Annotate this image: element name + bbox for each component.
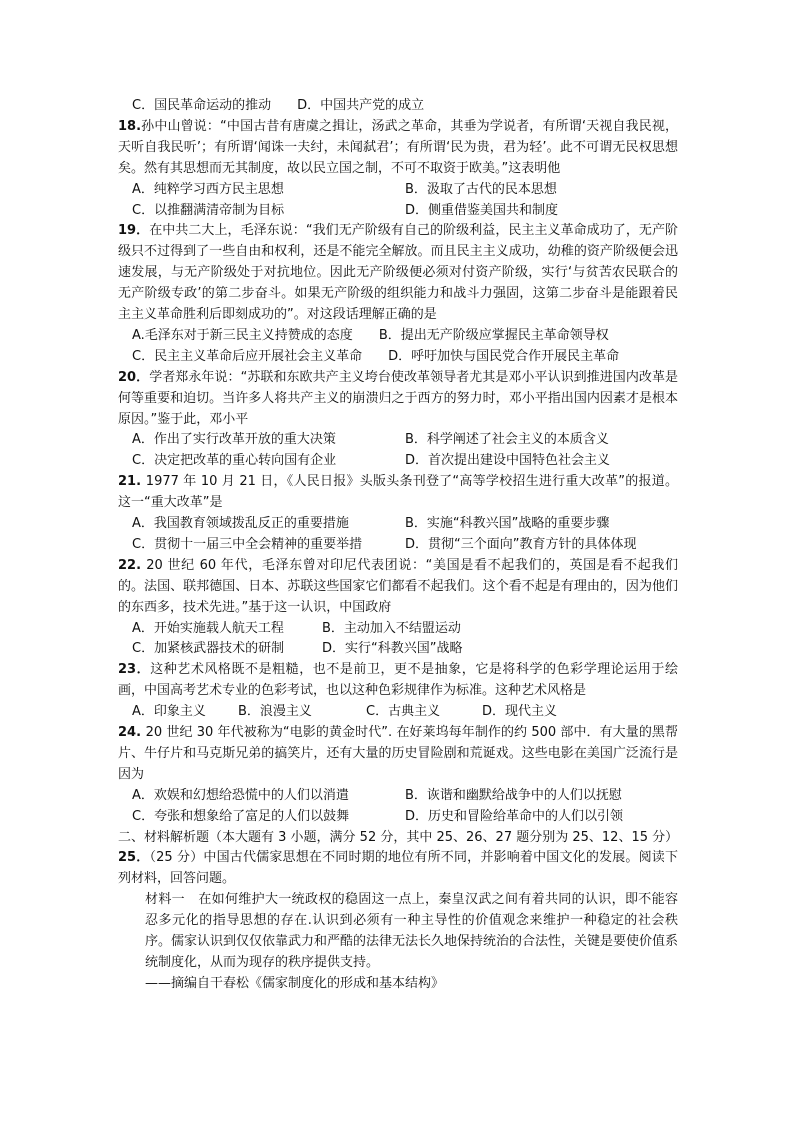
question-18-stem	[118, 117, 678, 180]
option-b: B．主动加入不结盟运动	[322, 620, 461, 636]
material-1	[118, 890, 678, 974]
options-row	[118, 326, 678, 347]
option-b: B．汲取了古代的民本思想	[405, 181, 557, 197]
section-heading: 二、材料解析题（本大题有 3 小题，满分 52 分，其中 25、26、27 题分别为 25、12、15 分）	[118, 829, 679, 845]
option-b: B．实施“科教兴国”战略的重要步骤	[405, 516, 610, 532]
option-d: D．实行“科教兴国”战略	[322, 641, 463, 657]
option-b: B．诙谐和幽默给战争中的人们以抚慰	[405, 787, 622, 803]
question-19-stem	[118, 221, 678, 326]
option-c: C．夸张和想象给了富足的人们以鼓舞	[132, 808, 350, 824]
options-row	[118, 430, 678, 451]
question-text: 学者郑永年说：“苏联和东欧共产主义垮台使改革领导者尤其是邓小平认识到推进国内改革是何等重要和迫切。当许多人将共产主义的崩溃归之于西方的努力时，邓小平指出国内因素才是根本原因。”鉴于此，邓小平	[118, 369, 678, 427]
options-row	[118, 639, 678, 660]
question-number: 22.	[118, 557, 147, 573]
option-a: A．印象主义	[132, 704, 206, 720]
option-d: D．现代主义	[482, 704, 558, 720]
citation: ——摘编自干春松《儒家制度化的形成和基本结构》	[145, 975, 445, 991]
option-a: A．纯粹学习西方民主思想	[132, 181, 284, 197]
exam-page	[118, 96, 678, 995]
option-c: C．加紧核武器技术的研制	[132, 641, 285, 657]
option-c: C．决定把改革的重心转向国有企业	[132, 453, 337, 469]
question-number: 24.	[118, 725, 146, 740]
option-b: B．科学阐述了社会主义的本质含义	[405, 432, 609, 448]
question-24-stem	[118, 723, 678, 786]
option-d: D．中国共产党的成立	[297, 98, 425, 113]
option-c: C．古典主义	[366, 704, 441, 720]
question-25-stem	[118, 848, 678, 890]
question-text: 1977 年 10 月 21 日，《人民日报》头版头条刊登了“高等学校招生进行重大改革”的报道。这一“重大改革”是	[118, 474, 678, 511]
question-number: 25．	[118, 850, 150, 866]
question-20-stem	[118, 368, 678, 431]
question-number: 21.	[118, 474, 146, 490]
option-d: D．历史和冒险给革命中的人们以引领	[405, 808, 624, 824]
top-options-row	[118, 96, 678, 117]
options-row	[118, 451, 678, 472]
options-row	[118, 807, 678, 828]
options-row	[118, 180, 678, 201]
question-21-stem	[118, 472, 678, 514]
option-c: C．以推翻满清帝制为目标	[132, 202, 285, 218]
question-text: （25 分）中国古代儒家思想在不同时期的地位有所不同，并影响着中国文化的发展。阅读下列材料，回答问题。	[118, 850, 678, 887]
question-text: 在中共二大上，毛泽东说：“我们无产阶级有自己的阶级利益，民主主义革命成功了，无产阶级只不过得到了一些自由和权利，还是不能完全解放。而且民主主义成功，幼稚的资产阶级便会迅速发展，与无产阶级处于对抗地位。因此无产阶级便必须对付资产阶级，实行‘与贫苦农民联合的无产阶级专政’的第二步奋斗。如果无产阶级的组织能力和战斗力强固，这第二步奋斗是能跟着民主主义革命胜利后即刻成功的”。对这段话理解正确的是	[118, 223, 678, 323]
question-23-stem	[118, 660, 678, 702]
question-number: 20．	[118, 369, 150, 385]
question-text: 20 世纪 60 年代，毛泽东曾对印尼代表团说：“美国是看不起我们的，英国是看不起我们的。法国、联邦德国、日本、苏联这些国家它们都看不起我们。这个看不起是有理由的，因为他们的东西多，技术先进。”基于这一认识，中国政府	[118, 557, 678, 615]
option-d: D．呼吁加快与国民党合作开展民主革命	[388, 348, 620, 364]
option-a: A．作出了实行改革开放的重大决策	[132, 432, 336, 448]
option-a: A.毛泽东对于新三民主义持赞成的态度	[132, 327, 353, 343]
question-number: 19．	[118, 223, 150, 239]
question-text: 20 世纪 30 年代被称为“电影的黄金时代”. 在好莱坞每年制作的约 500 部中．有大量的黑帮片、牛仔片和马克斯兄弟的搞笑片，还有大量的历史冒险剧和荒诞戏。这些电影在美国广泛流行是因为	[118, 725, 678, 782]
option-c: C．贯彻十一届三中全会精神的重要举措	[132, 536, 363, 552]
options-row	[118, 619, 678, 640]
material-text: 在如何维护大一统政权的稳固这一点上，秦皇汉武之间有着共同的认识，即不能容忍多元化的指导思想的存在.认识到必须有一种主导性的价值观念来维护一种稳定的社会秩序。儒家认识到仅仅依靠武力和严酷的法律无法长久地保持统治的合法性，关键是要使价值系统制度化，从而为现存的秩序提供支持。	[145, 892, 679, 970]
question-number: 23．	[118, 662, 151, 678]
option-a: A．我国教育领域拨乱反正的重要措施	[132, 516, 349, 532]
options-row	[118, 514, 678, 535]
question-22-stem	[118, 556, 678, 619]
option-b: B．提出无产阶级应掌握民主革命领导权	[378, 327, 609, 343]
options-row	[118, 201, 678, 222]
material-label: 材料一	[145, 892, 185, 908]
option-d: D．首次提出建设中国特色社会主义	[405, 453, 611, 469]
question-text: 这种艺术风格既不是粗糙，也不是前卫，更不是抽象，它是将科学的色彩学理论运用于绘画，中国高考艺术专业的色彩考试，也以这种色彩规律作为标准。这种艺术风格是	[118, 662, 678, 699]
options-row	[118, 702, 678, 723]
question-number: 18.	[118, 118, 142, 134]
option-b: B．浪漫主义	[238, 704, 312, 720]
option-d: D．侧重借鉴美国共和制度	[405, 202, 559, 218]
option-a: A．欢娱和幻想给恐慌中的人们以消遣	[132, 787, 349, 803]
options-row	[118, 535, 678, 556]
options-row	[118, 786, 678, 807]
options-row	[118, 347, 678, 368]
option-a: A．开始实施载人航天工程	[132, 620, 284, 636]
option-c: C．民主主义革命后应开展社会主义革命	[132, 348, 363, 364]
option-d: D．贯彻“三个面向”教育方针的具体体现	[405, 536, 637, 552]
option-c: C．国民革命运动的推动	[132, 98, 272, 113]
question-text: 孙中山曾说：“中国古昔有唐虞之揖让，汤武之革命，其垂为学说者，有所谓‘天视自我民视，天听自我民听’；有所谓‘闻诛一夫纣，未闻弑君’；有所谓‘民为贵，君为轻’。此不可谓无民权思想矣。然有其思想而无其制度，故以民立国之制，不可不取资于欧美。”这表明他	[118, 118, 678, 176]
